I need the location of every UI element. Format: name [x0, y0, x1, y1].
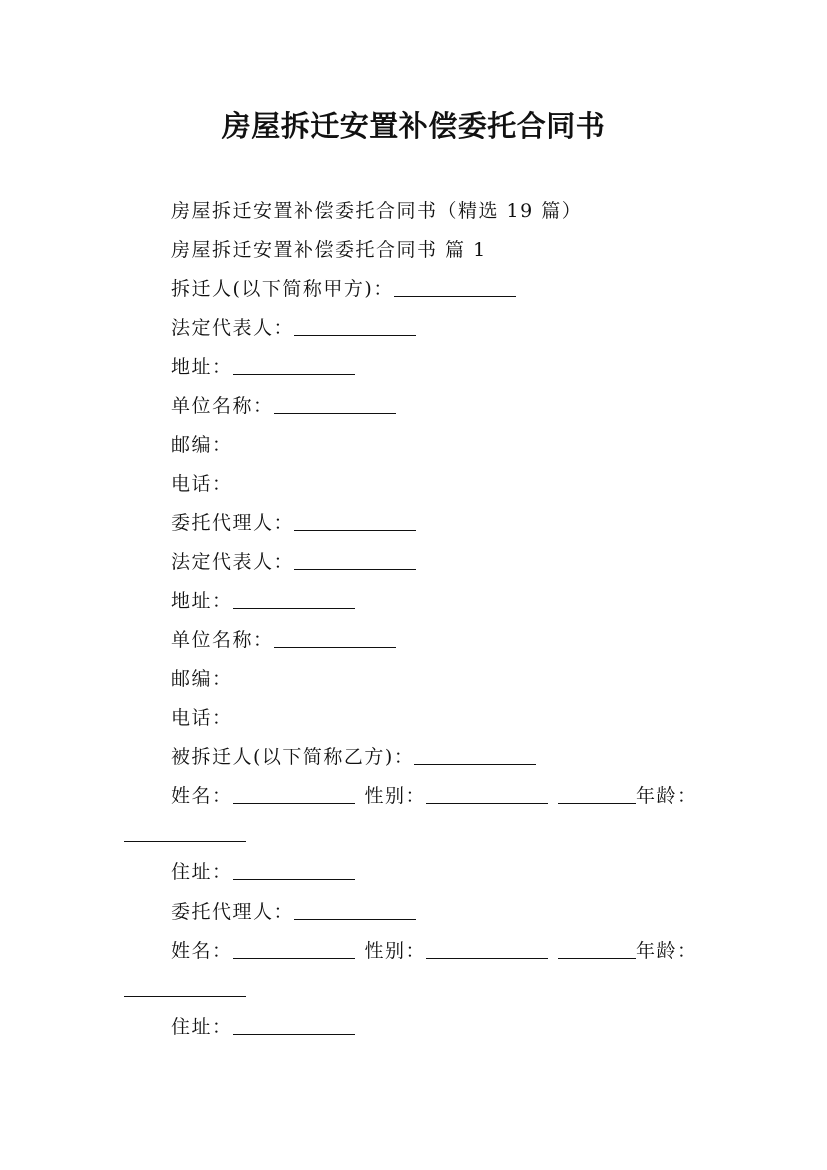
agent-b-gender-blank[interactable]	[426, 940, 548, 959]
agent-a-unit-name-label: 单位名称：	[171, 629, 274, 651]
party-a-demolisher-row	[171, 274, 516, 304]
party-a-address-row	[171, 352, 355, 382]
agent-a-legal-rep-label: 法定代表人：	[171, 551, 295, 573]
party-a-unit-name-row	[171, 391, 396, 421]
agent-b-gender-label: 性别：	[364, 940, 427, 962]
agent-a-address-blank[interactable]	[233, 590, 355, 609]
document-subtitle: 房屋拆迁安置补偿委托合同书（精选 19 篇）	[171, 200, 583, 222]
agent-b-row	[171, 897, 416, 927]
agent-a-phone-label: 电话：	[171, 707, 233, 729]
agent-b-residence-row	[171, 1012, 355, 1042]
agent-a-postcode-row	[171, 664, 233, 694]
agent-a-blank[interactable]	[294, 512, 416, 531]
party-b-name-gender-age-row	[171, 781, 698, 811]
party-a-legal-rep-label: 法定代表人：	[171, 317, 295, 339]
party-b-residence-blank[interactable]	[233, 861, 355, 880]
document-title: 房屋拆迁安置补偿委托合同书	[221, 109, 606, 143]
agent-b-name-blank[interactable]	[233, 940, 355, 959]
agent-a-address-label: 地址：	[171, 590, 233, 612]
party-b-age-prefix-blank[interactable]	[558, 785, 636, 804]
party-a-phone-row	[171, 469, 233, 499]
agent-a-postcode-label: 邮编：	[171, 668, 233, 690]
party-a-postcode-row	[171, 430, 233, 460]
agent-a-unit-name-blank[interactable]	[274, 629, 396, 648]
party-a-demolisher-blank[interactable]	[394, 278, 516, 297]
agent-a-row	[171, 508, 416, 538]
party-a-postcode-label: 邮编：	[171, 434, 233, 456]
party-a-unit-name-blank[interactable]	[274, 395, 396, 414]
agent-b-blank[interactable]	[294, 901, 416, 920]
party-a-phone-label: 电话：	[171, 473, 233, 495]
agent-b-residence-blank[interactable]	[233, 1016, 355, 1035]
agent-a-label: 委托代理人：	[171, 512, 295, 534]
section-heading: 房屋拆迁安置补偿委托合同书 篇 1	[171, 239, 487, 261]
agent-b-age-label: 年龄：	[636, 940, 698, 962]
agent-a-unit-name-row	[171, 625, 396, 655]
party-b-age-blank[interactable]	[124, 840, 246, 842]
agent-b-label: 委托代理人：	[171, 901, 295, 923]
party-b-residence-label: 住址：	[171, 861, 233, 883]
agent-b-name-label: 姓名：	[171, 940, 233, 962]
agent-b-age-prefix-blank[interactable]	[558, 940, 636, 959]
agent-a-address-row	[171, 586, 355, 616]
party-a-legal-rep-row	[171, 313, 416, 343]
party-b-age-label: 年龄：	[636, 785, 698, 807]
agent-b-residence-label: 住址：	[171, 1016, 233, 1038]
agent-a-phone-row	[171, 703, 233, 733]
party-b-name-blank[interactable]	[233, 785, 355, 804]
party-a-address-label: 地址：	[171, 356, 233, 378]
party-a-address-blank[interactable]	[233, 356, 355, 375]
party-a-unit-name-label: 单位名称：	[171, 395, 274, 417]
party-a-demolisher-label: 拆迁人(以下简称甲方)：	[171, 278, 394, 300]
agent-a-legal-rep-blank[interactable]	[294, 551, 416, 570]
party-b-name-label: 姓名：	[171, 785, 233, 807]
party-b-gender-label: 性别：	[364, 785, 427, 807]
party-a-legal-rep-blank[interactable]	[294, 317, 416, 336]
party-b-residence-row	[171, 857, 355, 887]
party-b-demolished-blank[interactable]	[414, 746, 536, 765]
agent-a-legal-rep-row	[171, 547, 416, 577]
party-b-demolished-row	[171, 742, 536, 772]
party-b-demolished-label: 被拆迁人(以下简称乙方)：	[171, 746, 415, 768]
agent-b-age-blank[interactable]	[124, 995, 246, 997]
agent-b-name-gender-age-row	[171, 936, 698, 966]
party-b-gender-blank[interactable]	[426, 785, 548, 804]
